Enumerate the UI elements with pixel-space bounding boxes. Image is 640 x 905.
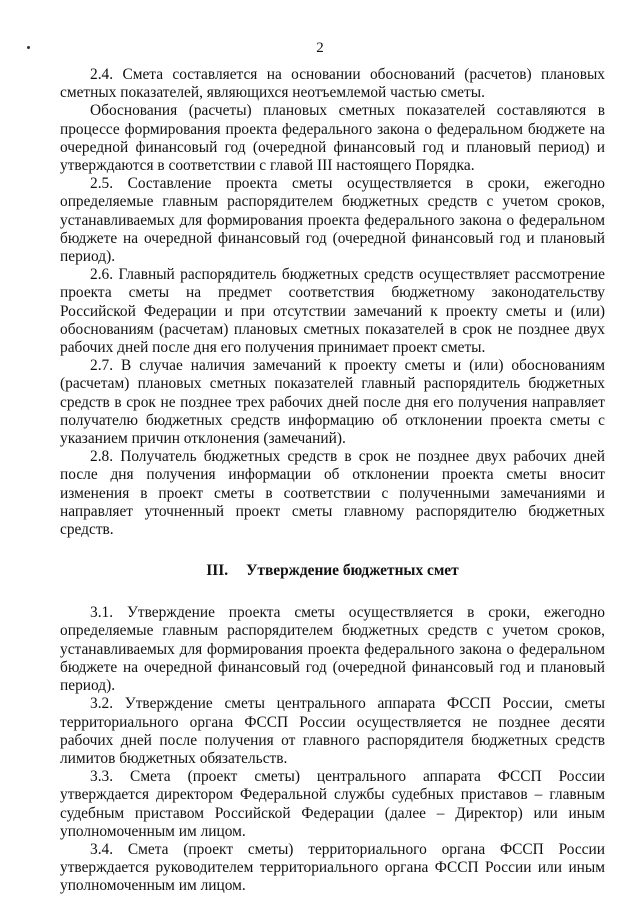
paragraph-2-8: 2.8. Получатель бюджетных средств в срок не позднее двух рабочих дней после дня получения информации об отклонении проекта сметы вносит изменения в проект сметы в соответствии с полученными замечаниями и направляет уточненный проект сметы главному распорядителю бюджетных средств. — [60, 448, 605, 539]
paragraph-2-4: 2.4. Смета составляется на основании обоснований (расчетов) плановых сметных показателей, являющихся неотъемлемой частью сметы. — [60, 66, 605, 102]
section-title: Утверждение бюджетных смет — [246, 562, 459, 580]
paragraph-3-1: 3.1. Утверждение проекта сметы осуществляется в сроки, ежегодно определяемые главным распорядителем бюджетных средств с учетом сроков, устанавливаемых для формирования проекта федерального закона о федеральном бюджете на очередной финансовый год (очередной финансовый год и плановый период). — [60, 604, 605, 695]
document-body — [60, 66, 605, 896]
paragraph-2-6: 2.6. Главный распорядитель бюджетных средств осуществляет рассмотрение проекта сметы на предмет соответствия бюджетному законодательству Российской Федерации и при отсутствии замечаний к проекту сметы и (или) обоснованиям (расчетам) плановых сметных показателей в срок не позднее двух рабочих дней после дня его получения принимает проект сметы. — [60, 266, 605, 357]
page-number: 2 — [316, 40, 324, 56]
paragraph-3-4: 3.4. Смета (проект сметы) территориального органа ФССП России утверждается руководителем территориального органа ФССП России или иным уполномоченным им лицом. — [60, 840, 605, 895]
paragraph-3-2: 3.2. Утверждение сметы центрального аппарата ФССП России, сметы территориального органа ФССП России осуществляется не позднее десяти рабочих дней после получения от главного распорядителя бюджетных средств лимитов бюджетных обязательств. — [60, 695, 605, 767]
paragraph-2-7: 2.7. В случае наличия замечаний к проекту сметы и (или) обоснованиям (расчетам) плановых сметных показателей главный распорядитель бюджетных средств в срок не позднее трех рабочих дней после дня его получения направляет получателю бюджетных средств информацию об отклонении проекта сметы с указанием причин отклонения (замечаний). — [60, 357, 605, 448]
section-number: III. — [206, 562, 229, 580]
paragraph-2-4-justifications: Обоснования (расчеты) плановых сметных показателей составляются в процессе формирования проекта федерального закона о федеральном бюджете на очередной финансовый год (очередной финансовый год и плановый период) и утверждаются в соответствии с главой III настоящего Порядка. — [60, 102, 605, 175]
paragraph-2-5: 2.5. Составление проекта сметы осуществляется в сроки, ежегодно определяемые главным распорядителем бюджетных средств с учетом сроков, устанавливаемых для формирования проекта федерального закона о федеральном бюджете на очередной финансовый год (очередной финансовый год и плановый период). — [60, 175, 605, 266]
section-heading-3 — [60, 562, 605, 580]
paragraph-3-3: 3.3. Смета (проект сметы) центрального аппарата ФССП России утверждается директором Федеральной службы судебных приставов – главным судебным приставом Российской Федерации (далее – Директор) или иным уполномоченным им лицом. — [60, 768, 605, 840]
